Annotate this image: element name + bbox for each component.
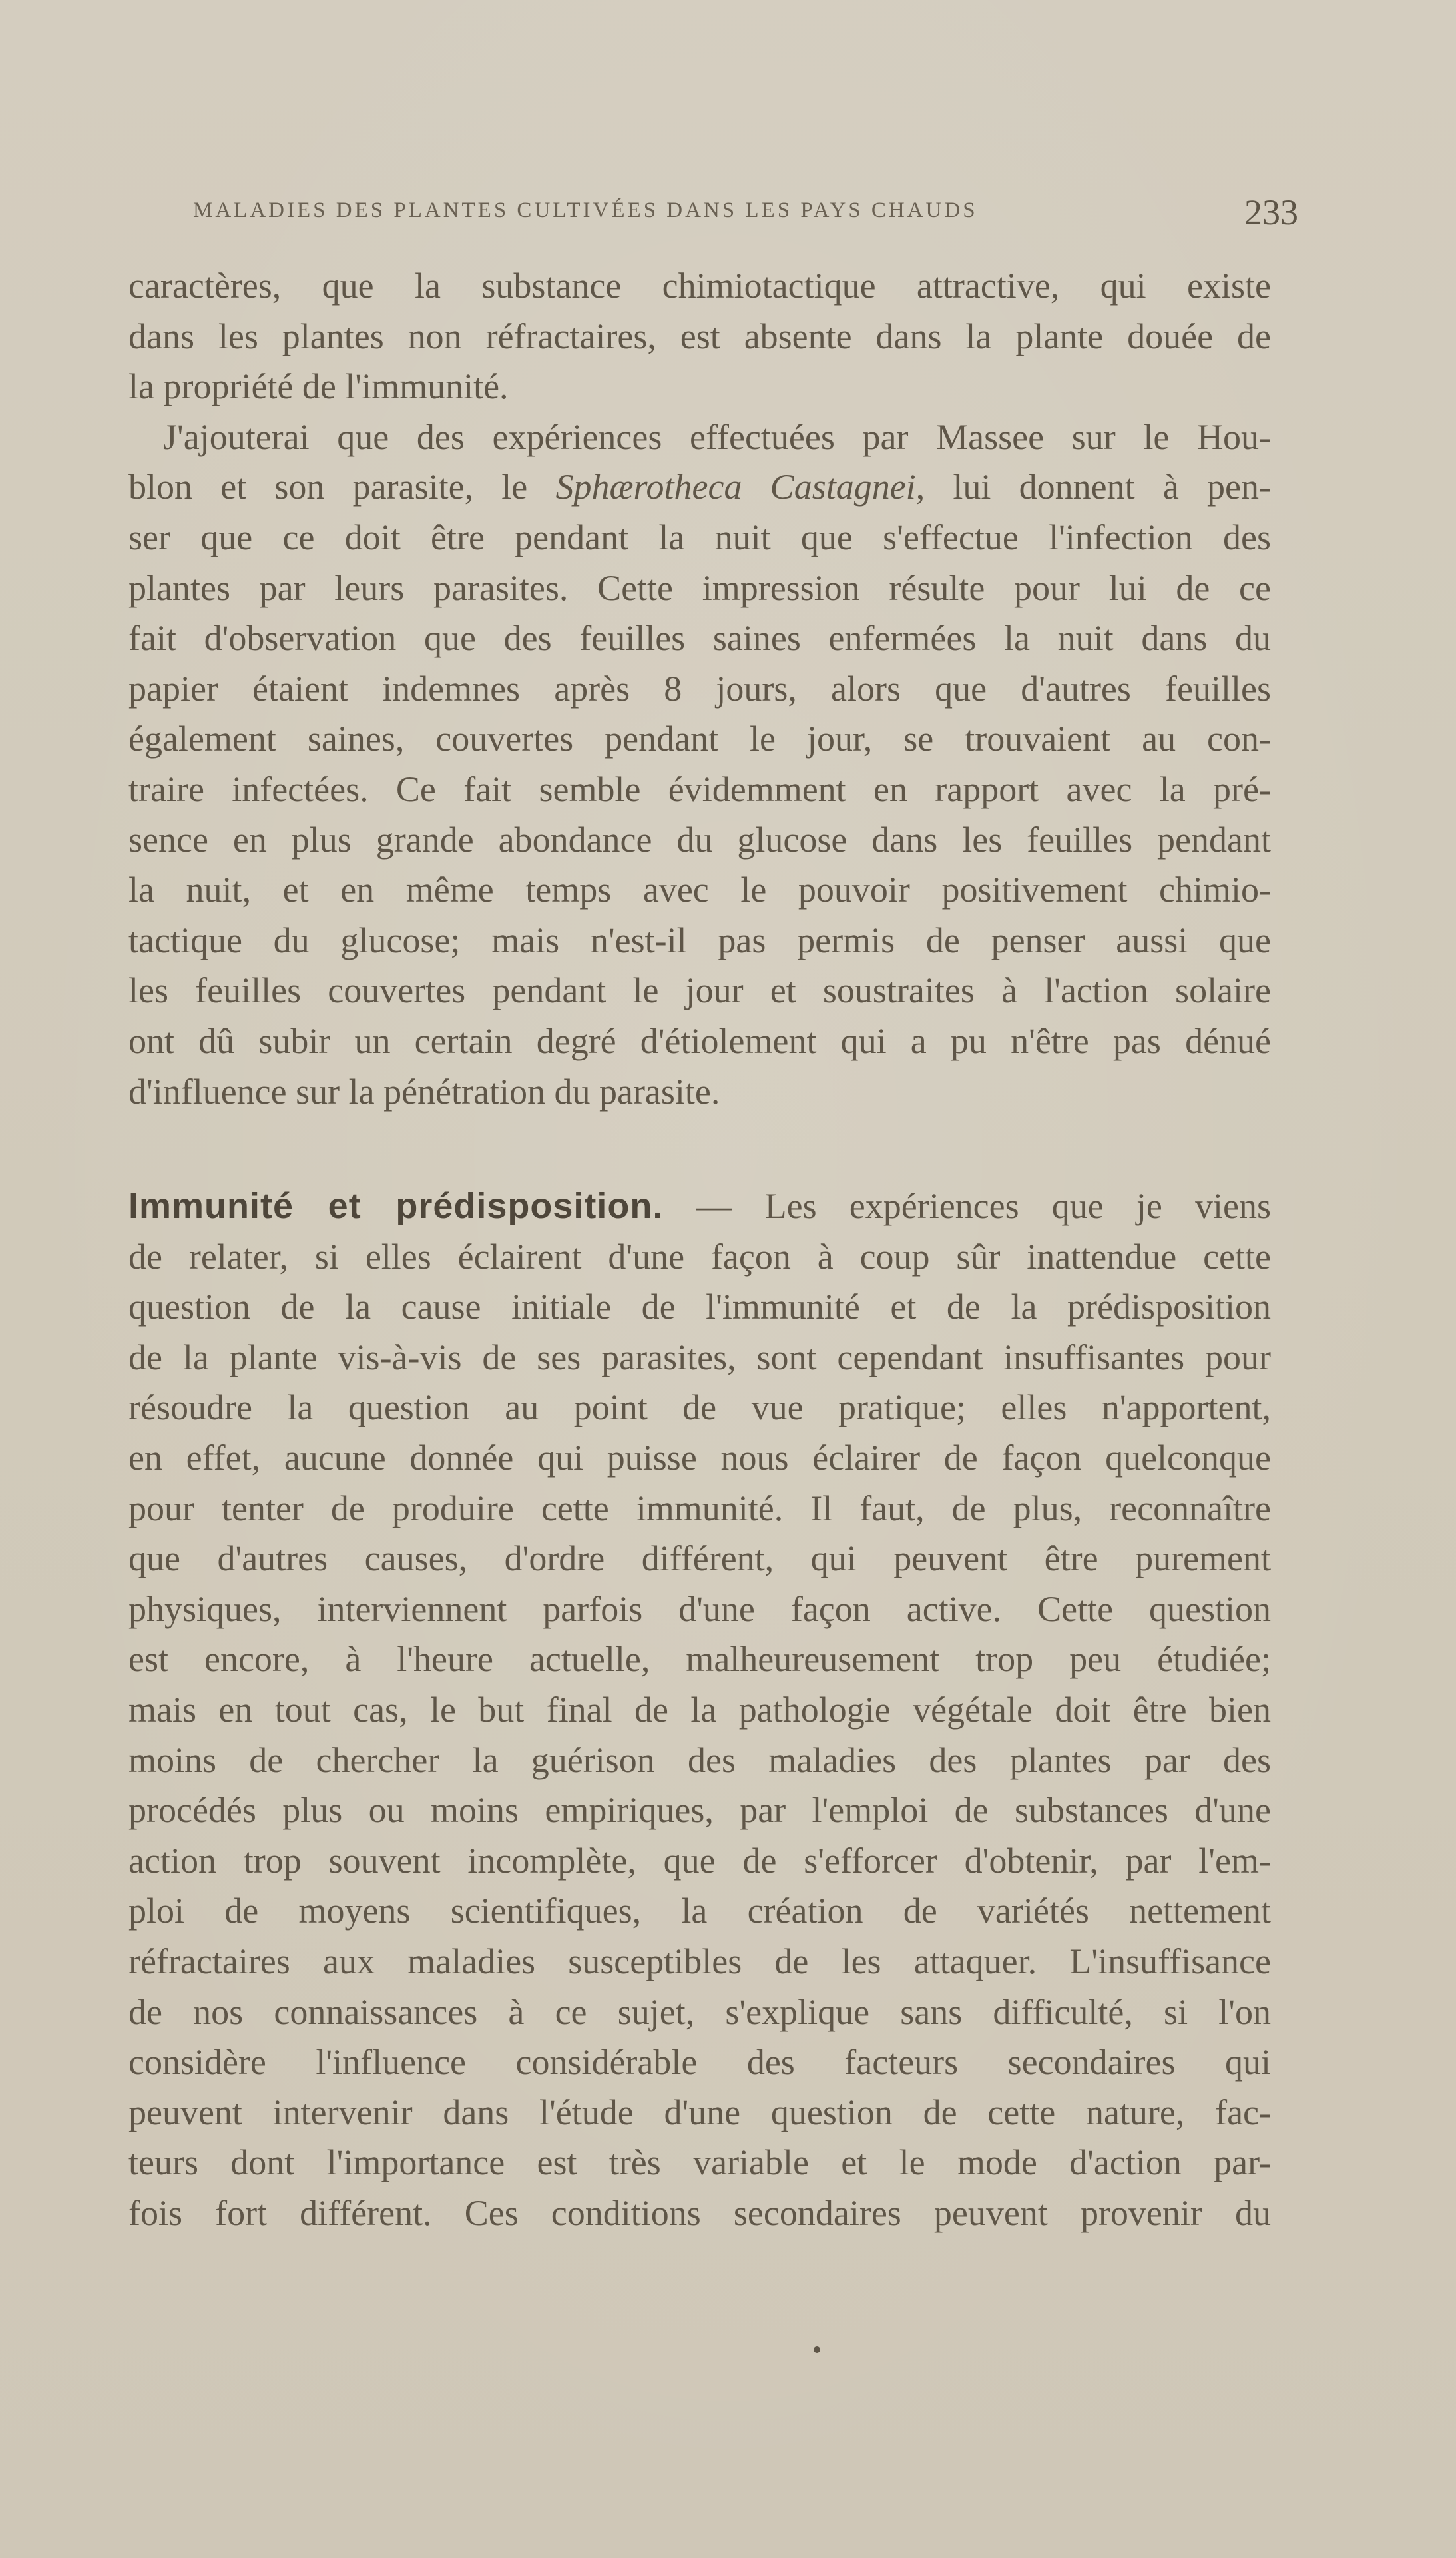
text-line: pour tenter de produire cette immunité. Il faut, de plus, reconnaître	[128, 1488, 1271, 1528]
text-line: de la plante vis-à-vis de ses parasites, sont cependant insuffisantes pour	[128, 1337, 1271, 1377]
text-line: fois fort différent. Ces conditions secondaires peuvent provenir du	[128, 2192, 1271, 2233]
text-line: ont dû subir un certain degré d'étiolement qui a pu n'être pas dénué	[128, 1020, 1271, 1061]
text-line: caractères, que la substance chimiotactique attractive, qui existe	[128, 266, 1271, 306]
text-line: considère l'influence considérable des facteurs secondaires qui	[128, 2042, 1271, 2082]
text-line	[128, 1181, 1271, 1232]
text-line: traire infectées. Ce fait semble évidemment en rapport avec la pré-	[128, 769, 1271, 809]
text-line: les feuilles couvertes pendant le jour et soustraites à l'action solaire	[128, 970, 1271, 1011]
text-segment: blon et son parasite, le	[128, 467, 556, 507]
text-line: plantes par leurs parasites. Cette impression résulte pour lui de ce	[128, 567, 1271, 608]
text-line: question de la cause initiale de l'immunité et de la prédisposition	[128, 1287, 1271, 1327]
text-line: procédés plus ou moins empiriques, par l'emploi de substances d'une	[128, 1790, 1271, 1831]
species-name: Sphærotheca Castagnei	[555, 467, 916, 507]
text-line: d'influence sur la pénétration du parasite.	[128, 1071, 720, 1112]
text-line	[128, 412, 1271, 463]
running-title: MALADIES DES PLANTES CULTIVÉES DANS LES PAYS CHAUDS	[193, 198, 978, 222]
text-segment: — Les expériences que je viens	[663, 1186, 1271, 1227]
text-line: physiques, interviennent parfois d'une façon active. Cette question	[128, 1588, 1271, 1629]
text-line: en effet, aucune donnée qui puisse nous éclairer de façon quelconque	[128, 1438, 1271, 1478]
text-line: résoudre la question au point de vue pratique; elles n'apportent,	[128, 1387, 1271, 1428]
text-line: la propriété de l'immunité.	[128, 366, 509, 407]
text-line: la nuit, et en même temps avec le pouvoir positivement chimio-	[128, 870, 1271, 910]
body-text	[128, 261, 1271, 2239]
text-line: est encore, à l'heure actuelle, malheureusement trop peu étudiée;	[128, 1639, 1271, 1680]
text-line: également saines, couvertes pendant le jour, se trouvaient au con-	[128, 719, 1271, 759]
text-line: réfractaires aux maladies susceptibles de les attaquer. L'insuffisance	[128, 1941, 1271, 1981]
text-segment: J'ajouterai que des expériences effectuées par Massee sur le Hou-	[163, 416, 1271, 457]
text-line: action trop souvent incomplète, que de s'efforcer d'obtenir, par l'em-	[128, 1840, 1271, 1881]
text-line: de nos connaissances à ce sujet, s'explique sans difficulté, si l'on	[128, 1991, 1271, 2032]
text-line: teurs dont l'importance est très variable et le mode d'action par-	[128, 2142, 1271, 2183]
text-line: mais en tout cas, le but final de la pathologie végétale doit être bien	[128, 1690, 1271, 1730]
text-line: que d'autres causes, d'ordre différent, qui peuvent être purement	[128, 1538, 1271, 1579]
paper-speck	[814, 2346, 820, 2353]
text-line: moins de chercher la guérison des maladies des plantes par des	[128, 1740, 1271, 1780]
running-head	[193, 192, 1298, 232]
text-line: tactique du glucose; mais n'est-il pas permis de penser aussi que	[128, 920, 1271, 960]
text-line: papier étaient indemnes après 8 jours, alors que d'autres feuilles	[128, 668, 1271, 709]
text-line: ploi de moyens scientifiques, la création de variétés nettement	[128, 1891, 1271, 1931]
text-line: peuvent intervenir dans l'étude d'une question de cette nature, fac-	[128, 2092, 1271, 2132]
page-number: 233	[1244, 192, 1298, 232]
section-gap	[128, 1117, 1271, 1181]
text-line: sence en plus grande abondance du glucose dans les feuilles pendant	[128, 819, 1271, 860]
text-line	[128, 462, 1271, 513]
text-line: fait d'observation que des feuilles saines enfermées la nuit dans du	[128, 618, 1271, 659]
text-line: dans les plantes non réfractaires, est absente dans la plante douée de	[128, 316, 1271, 356]
text-segment: , lui donnent à pen-	[915, 467, 1271, 507]
text-line: ser que ce doit être pendant la nuit que s'effectue l'infection des	[128, 517, 1271, 557]
section-heading: Immunité et prédisposition.	[128, 1186, 664, 1227]
text-line: de relater, si elles éclairent d'une façon à coup sûr inattendue cette	[128, 1236, 1271, 1277]
